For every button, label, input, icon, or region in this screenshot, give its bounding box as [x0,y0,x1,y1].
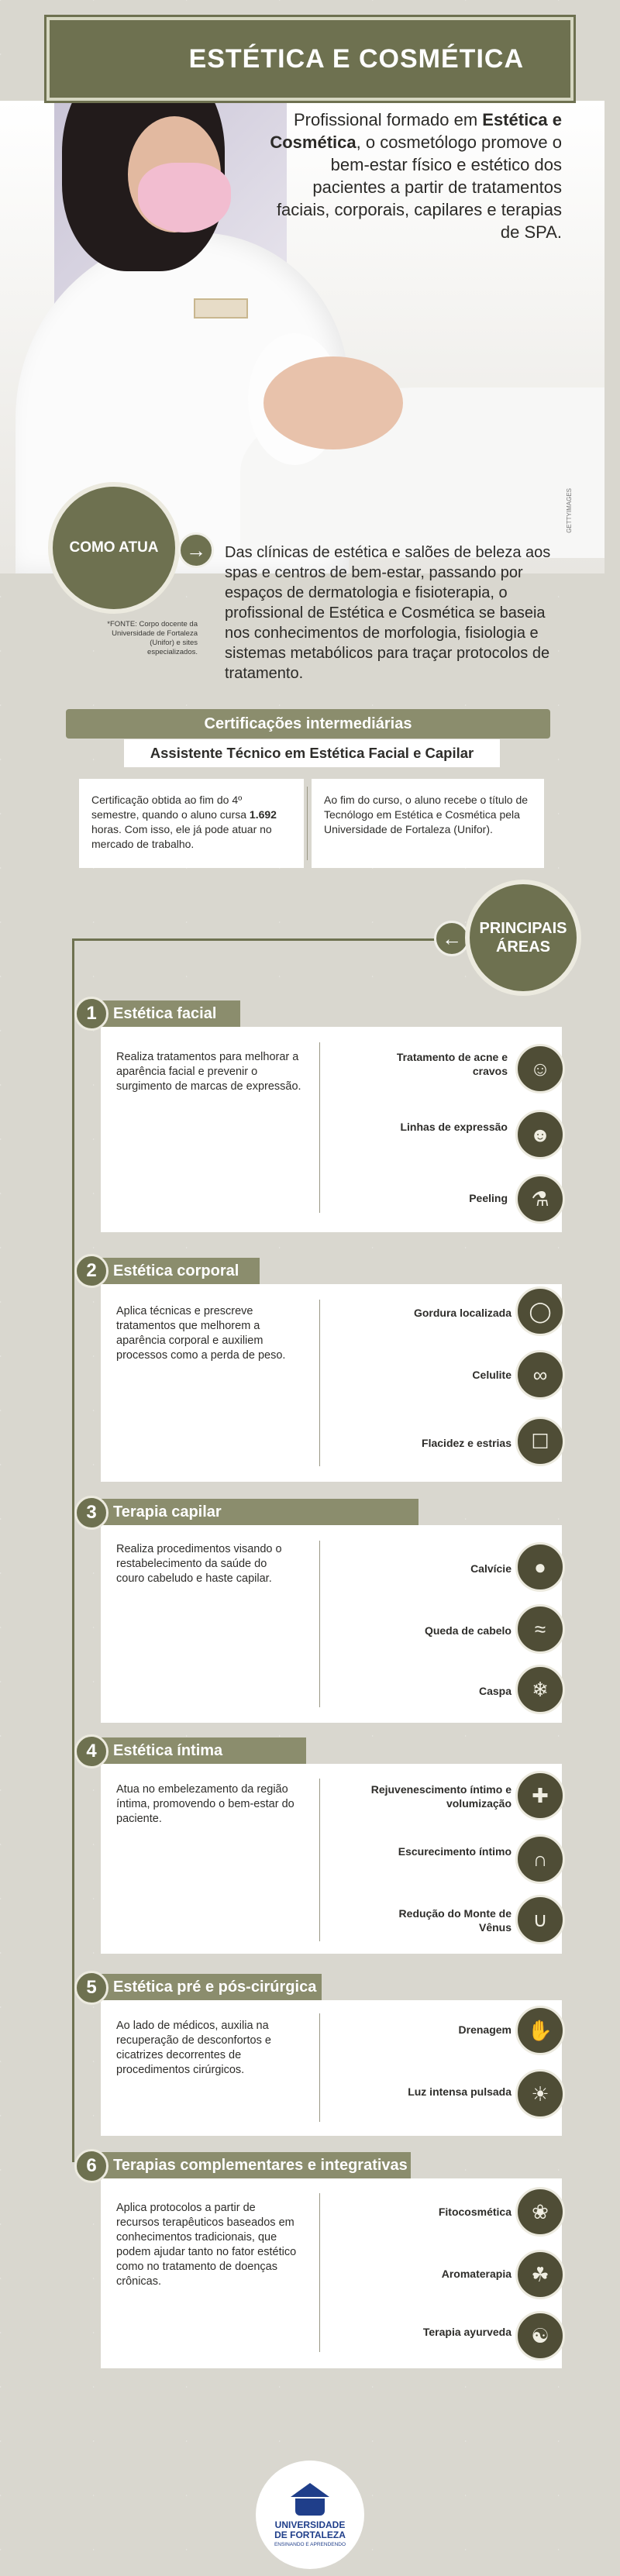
section-number-4: 4 [74,1734,108,1768]
pelvis-icon: ∪ [515,1895,565,1944]
section-tab-estetica-cirurgica [101,1974,322,2000]
item-label: Escurecimento íntimo [398,1845,512,1858]
massage-icon: ✋ [515,2006,565,2055]
section-number-1: 1 [74,997,108,1031]
belly-icon: ◯ [515,1286,565,1336]
section-description: Atua no embelezamento da região íntima, promovendo o bem-estar do paciente. [116,1783,294,1825]
item-label: Peeling [469,1192,508,1204]
hair-fall-icon: ≈ [515,1604,565,1654]
logo-tagline: ENSINANDO E APRENDENDO [274,2541,346,2547]
photo-name-badge [194,298,248,319]
bald-head-icon: ● [515,1542,565,1592]
torso-icon: ☐ [515,1417,565,1466]
certificacoes-divider [307,787,308,860]
plant-icon: ❀ [515,2187,565,2237]
hip-icon: ∩ [515,1834,565,1884]
section-number-6: 6 [74,2149,108,2183]
arrow-right-icon: → [178,532,214,568]
section-description: Realiza procedimentos visando o restabelecimento da saúde do couro cabeludo e haste capilar. [116,1543,282,1585]
section-title: Estética corporal [113,1262,239,1279]
certificacao-card-left [79,779,304,868]
intro-text [256,108,562,243]
intro-text-part1: Profissional formado em [293,110,483,129]
section-title: Estética pré e pós-cirúrgica [113,1978,317,1996]
unifor-logo-mark [288,2483,332,2517]
section-description: Realiza tratamentos para melhorar a aparência facial e prevenir o surgimento de marcas de expressão. [116,1051,301,1093]
face-lines-icon: ☻ [515,1110,565,1159]
section-tab-estetica-corporal [101,1258,260,1284]
section-divider [319,2013,320,2122]
peeling-icon: ⚗ [515,1174,565,1224]
certificacoes-title: Certificações intermediárias [204,715,412,732]
certificacoes-subtitle: Assistente Técnico em Estética Facial e Capilar [150,745,474,761]
item-label: Linhas de expressão [400,1121,508,1133]
section-description: Ao lado de médicos, auxilia na recuperação de desconfortos e cicatrizes decorrentes de procedimentos cirúrgicos. [116,2020,271,2076]
section-divider [319,1042,320,1213]
item-label: Drenagem [458,2023,512,2036]
photo-credit: GETTYIMAGES [566,488,573,533]
section-tab-terapia-capilar [101,1499,418,1525]
source-note: *FONTE: Corpo docente da Universidade de Fortaleza (Unifor) e sites especializados. [107,620,198,656]
section-number-5: 5 [74,1971,108,2005]
syringe-icon: ✚ [515,1771,565,1820]
como-atua-text: Das clínicas de estética e salões de beleza aos spas e centros de bem-estar, passando por espaços de dermatologia e fisioterapia, o profissional de Estética e Cosmética se baseia nos conhecimentos de morfologia, fisiologia e sistemas metabólicos para traçar protocolos de tratamento. [225,544,551,682]
title-banner [46,17,574,101]
section-description: Aplica técnicas e prescreve tratamentos que melhorem a aparência corporal e auxiliem processos como a perda de peso. [116,1305,286,1362]
principais-areas-label: PRINCIPAIS ÁREAS [479,920,567,956]
section-title: Terapia capilar [113,1503,222,1520]
item-label: Calvície [470,1562,512,1575]
dandruff-icon: ❄ [515,1665,565,1714]
principais-areas-badge [465,880,581,996]
intro-text-bold: Estética e Cosmética [270,110,562,152]
logo-name-line1: UNIVERSIDADE [274,2519,346,2530]
areas-connector-vertical [72,938,74,2132]
section-number-2: 2 [74,1254,108,1288]
page-title: ESTÉTICA E COSMÉTICA [188,43,524,74]
item-label: Celulite [472,1369,512,1381]
item-label: Fitocosmética [438,2206,512,2218]
section-title: Terapias complementares e integrativas [113,2156,408,2174]
section-title: Estética facial [113,1004,217,1022]
section-tab-estetica-intima [101,1737,306,1764]
certificacao-card-right [312,779,544,868]
item-label: Tratamento de acne e cravos [396,1051,508,1077]
item-label: Gordura localizada [413,1307,512,1319]
section-divider [319,1779,320,1941]
photo-patient-face [264,356,403,449]
arrow-left-icon: ← [434,921,470,956]
cert-left-part2: horas. Com isso, ele já pode atuar no mercado de trabalho. [91,823,272,850]
section-divider [319,2193,320,2352]
item-label: Redução do Monte de Vênus [398,1907,512,1934]
face-acne-icon: ☺ [515,1044,565,1093]
section-title: Estética íntima [113,1741,223,1759]
cert-right-text: Ao fim do curso, o aluno recebe o título de Tecnólogo em Estética e Cosmética pela Universidade de Fortaleza (Unifor). [324,794,529,835]
item-label: Queda de cabelo [424,1624,512,1637]
como-atua-badge [48,482,180,614]
cert-left-part1: Certificação obtida ao fim do 4º semestre, quando o aluno cursa [91,794,250,821]
meditation-icon: ☯ [515,2311,565,2361]
section-number-3: 3 [74,1496,108,1530]
como-atua-label: COMO ATUA [69,539,159,556]
item-label: Flacidez e estrias [422,1437,512,1449]
areas-connector-end [72,2131,74,2162]
item-label: Caspa [478,1685,512,1697]
photo-face-mask [138,163,231,232]
section-divider [319,1541,320,1707]
section-tab-estetica-facial [101,1000,240,1027]
section-description: Aplica protocolos a partir de recursos terapêuticos baseados em conhecimentos tradicionais, que podem ajudar tanto no fator estético como no tratamento de doenças crônicas. [116,2202,297,2288]
cellulite-icon: ∞ [515,1350,565,1400]
cert-left-hours: 1.692 [249,808,277,821]
areas-connector-horizontal [72,938,467,941]
certificacoes-header [66,709,550,739]
logo-name-line2: DE FORTALEZA [274,2529,346,2540]
intro-text-part2: , o cosmetólogo promove o bem-estar físico e estético dos pacientes a partir de tratamentos faciais, corporais, capilares e terapias de SPA. [276,133,562,242]
item-label: Rejuvenescimento íntimo e volumização [370,1783,512,1810]
certificacoes-subtitle-box [124,739,500,767]
section-divider [319,1300,320,1466]
item-label: Aromaterapia [441,2268,512,2280]
light-device-icon: ☀ [515,2069,565,2119]
item-label: Terapia ayurveda [422,2326,512,2338]
item-label: Luz intensa pulsada [408,2085,512,2098]
section-tab-terapias-complementares [101,2152,411,2178]
oil-bottle-icon: ☘ [515,2250,565,2299]
unifor-logo [256,2461,364,2569]
